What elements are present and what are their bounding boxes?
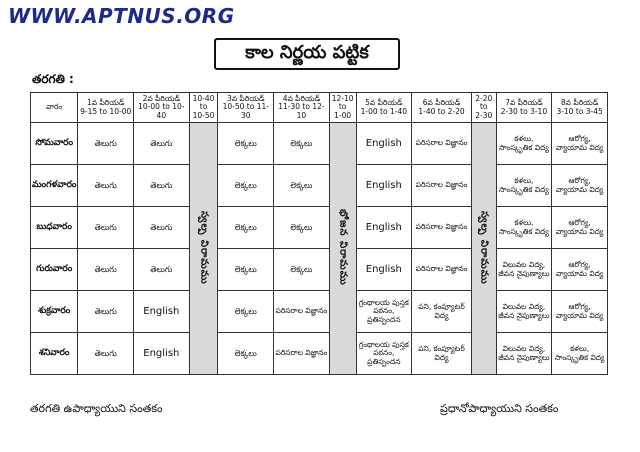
day-name: గురువారం	[31, 249, 78, 291]
period-cell: తెలుగు	[78, 333, 134, 375]
period-cell: కళలు, సాంస్కృతిక విద్య	[496, 207, 552, 249]
website-watermark: WWW.APTNUS.ORG	[8, 4, 235, 28]
period-cell: గ్రంథాలయ పుస్తక పఠనం, ప్రతిస్పందన	[356, 291, 412, 333]
break-2-to: to	[338, 102, 347, 112]
period-2-label: 2వ పీరియడ్	[142, 93, 181, 103]
period-7-label: 7వ పీరియడ్	[505, 97, 543, 107]
short-break-label-2: స్వల్ప విరామము	[478, 210, 490, 285]
table-row	[31, 249, 608, 291]
period-cell: ఆరోగ్య, వ్యాయామ విద్య	[552, 165, 608, 207]
day-name: మంగళవారం	[31, 165, 78, 207]
period-2-time: 10-00 to 10-40	[138, 102, 185, 120]
lunch-break-column	[329, 123, 356, 375]
class-label: తరగతి :	[32, 72, 74, 86]
period-cell: విలువల విద్య, జీవన నైపుణ్యాలు	[496, 333, 552, 375]
break-1-to: to	[199, 102, 208, 112]
period-1-header	[78, 93, 134, 123]
period-cell: ఆరోగ్య, వ్యాయామ విద్య	[552, 207, 608, 249]
period-7-time: 2-30 to 3-10	[500, 106, 548, 116]
timetable	[30, 92, 608, 375]
break-3-to: to	[479, 102, 488, 112]
period-cell: తెలుగు	[78, 207, 134, 249]
period-cell: పని, కంప్యూటర్ విద్య	[412, 333, 472, 375]
headmaster-signature: ప్రధానోపాధ్యాయుని సంతకం	[440, 402, 559, 415]
period-3-label: 3వ పీరియడ్	[227, 93, 265, 103]
period-cell: పరిసరాల విజ్ఞానం	[412, 249, 472, 291]
day-name: శనివారం	[31, 333, 78, 375]
period-cell: English	[134, 291, 190, 333]
break-1-header	[189, 93, 218, 123]
break-2-start: 12-10	[331, 93, 354, 103]
period-cell: లెక్కలు	[218, 207, 274, 249]
period-cell: English	[356, 207, 412, 249]
period-6-label: 6వ పీరియడ్	[422, 97, 461, 107]
period-4-label: 4వ పీరియడ్	[282, 93, 321, 103]
class-teacher-signature: తరగతి ఉపాధ్యాయుని సంతకం	[30, 402, 163, 415]
period-cell: కళలు, సాంస్కృతిక విద్య	[496, 123, 552, 165]
period-3-header	[218, 93, 274, 123]
day-name: సోమవారం	[31, 123, 78, 165]
break-1-end: 10-50	[192, 110, 215, 120]
table-row	[31, 207, 608, 249]
period-cell: కళలు, సాంస్కృతిక విద్య	[552, 333, 608, 375]
period-cell: విలువల విద్య, జీవన నైపుణ్యాలు	[496, 291, 552, 333]
page-title	[214, 38, 400, 70]
period-cell: ఆరోగ్య, వ్యాయామ విద్య	[552, 291, 608, 333]
page-title-text: కాల నిర్ణయ పట్టిక	[245, 41, 369, 63]
period-cell: గ్రంథాలయ పుస్తక పఠనం, ప్రతిస్పందన	[356, 333, 412, 375]
period-cell: లెక్కలు	[274, 249, 330, 291]
period-cell: విలువల విద్య, జీవన నైపుణ్యాలు	[496, 249, 552, 291]
short-break-column-2	[471, 123, 496, 375]
period-cell: లెక్కలు	[218, 123, 274, 165]
lunch-break-label: భోజన విరామము	[337, 209, 349, 286]
period-cell: English	[356, 123, 412, 165]
period-1-label: 1వ పీరియడ్	[86, 97, 125, 107]
day-name: బుధవారం	[31, 207, 78, 249]
period-8-label: 8వ పీరియడ్	[560, 97, 599, 107]
period-6-time: 1-40 to 2-20	[418, 106, 465, 116]
period-cell: ఆరోగ్య, వ్యాయామ విద్య	[552, 249, 608, 291]
table-row	[31, 333, 608, 375]
period-cell: లెక్కలు	[218, 165, 274, 207]
period-6-header	[412, 93, 472, 123]
break-2-end: 1-00	[334, 110, 352, 120]
period-cell: English	[134, 333, 190, 375]
table-row	[31, 165, 608, 207]
period-cell: తెలుగు	[134, 123, 190, 165]
period-cell: పరిసరాల విజ్ఞానం	[274, 333, 330, 375]
period-cell: పని, కంప్యూటర్ విద్య	[412, 291, 472, 333]
period-cell: కళలు, సాంస్కృతిక విద్య	[496, 165, 552, 207]
short-break-column-1	[189, 123, 218, 375]
day-column-header: వారం	[31, 93, 78, 123]
period-cell: పరిసరాల విజ్ఞానం	[412, 123, 472, 165]
period-cell: తెలుగు	[134, 249, 190, 291]
period-cell: తెలుగు	[134, 207, 190, 249]
table-row	[31, 123, 608, 165]
table-row	[31, 291, 608, 333]
period-8-header	[552, 93, 608, 123]
period-cell: తెలుగు	[78, 291, 134, 333]
break-2-header	[329, 93, 356, 123]
period-cell: ఆరోగ్య, వ్యాయామ విద్య	[552, 123, 608, 165]
period-3-time: 10-50 to 11-30	[222, 102, 269, 120]
period-cell: తెలుగు	[78, 165, 134, 207]
period-2-header	[134, 93, 190, 123]
period-8-time: 3-10 to 3-45	[556, 106, 603, 116]
day-name: శుక్రవారం	[31, 291, 78, 333]
period-5-header	[356, 93, 412, 123]
period-5-time: 1-00 to 1-40	[360, 106, 407, 116]
period-5-label: 5వ పీరియడ్	[365, 97, 403, 107]
period-cell: పరిసరాల విజ్ఞానం	[412, 207, 472, 249]
break-3-header	[471, 93, 496, 123]
period-cell: తెలుగు	[134, 165, 190, 207]
short-break-label-1: స్వల్ప విరామము	[198, 210, 210, 285]
period-cell: లెక్కలు	[218, 291, 274, 333]
period-cell: తెలుగు	[78, 123, 134, 165]
period-cell: పరిసరాల విజ్ఞానం	[412, 165, 472, 207]
break-3-start: 2-20	[475, 93, 493, 103]
period-cell: లెక్కలు	[218, 249, 274, 291]
period-4-time: 11-30 to 12-10	[278, 102, 325, 120]
period-cell: లెక్కలు	[274, 207, 330, 249]
period-cell: పరిసరాల విజ్ఞానం	[274, 291, 330, 333]
period-cell: English	[356, 165, 412, 207]
header-row	[31, 93, 608, 123]
period-cell: లెక్కలు	[218, 333, 274, 375]
break-1-start: 10-40	[192, 93, 215, 103]
period-cell: లెక్కలు	[274, 165, 330, 207]
period-cell: లెక్కలు	[274, 123, 330, 165]
break-3-end: 2-30	[475, 110, 493, 120]
period-4-header	[274, 93, 330, 123]
period-1-time: 9-15 to 10-00	[80, 106, 132, 116]
period-cell: English	[356, 249, 412, 291]
period-7-header	[496, 93, 552, 123]
period-cell: తెలుగు	[78, 249, 134, 291]
